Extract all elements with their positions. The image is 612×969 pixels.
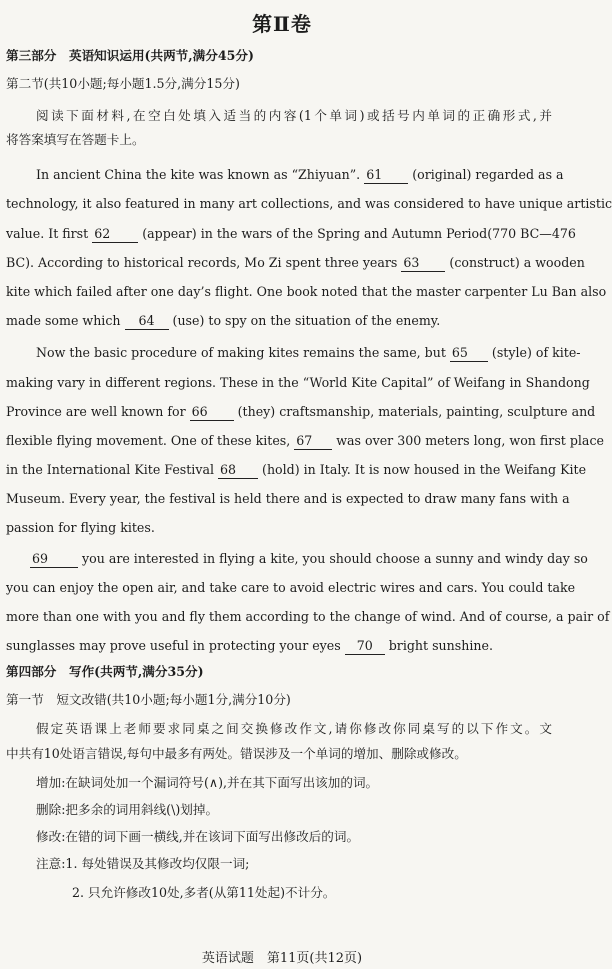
passage-line: made some which 64 (use) to spy on the situation of the enemy. [6, 313, 441, 328]
rule-modify: 修改:在错的词下画一横线,并在该词下面写出修改后的词。 [36, 829, 360, 844]
blank-69[interactable]: 69 [30, 551, 78, 568]
passage-line: Now the basic procedure of making kites remains the same, but 65 (style) of kite- [36, 345, 581, 360]
intro-line-2: 中共有10处语言错误,每句中最多有两处。错误涉及一个单词的增加、删除或修改。 [6, 746, 467, 761]
passage-line: Museum. Every year, the festival is held there and is expected to draw many fans with a [6, 491, 570, 506]
passage-line: in the International Kite Festival 68 (hold) in Italy. It is now housed in the Weifang Kite [6, 462, 587, 477]
passage-line: In ancient China the kite was known as “Zhiyuan”. 61 (original) regarded as a [36, 167, 564, 182]
part4-heading: 第四部分 写作(共两节,满分35分) [6, 664, 204, 679]
passage-line: flexible flying movement. One of these kites, 67 was over 300 meters long, won first place [6, 433, 604, 448]
note-2: 2. 只允许修改10处,多者(从第11处起)不计分。 [72, 885, 336, 900]
section1-heading: 第一节 短文改错(共10小题;每小题1分,满分10分) [6, 692, 291, 707]
blank-64[interactable]: 64 [125, 313, 169, 330]
passage-line: you can enjoy the open air, and take care to avoid electric wires and cars. You could take [6, 580, 576, 595]
intro-line-1: 假定英语课上老师要求同桌之间交换修改作文,请你修改你同桌写的以下作文。文 [36, 721, 552, 736]
rule-delete: 删除:把多余的词用斜线(\)划掉。 [36, 802, 219, 817]
page-title: 第Ⅱ卷 [252, 12, 312, 36]
passage-line: 69 you are interested in flying a kite, you should choose a sunny and windy day so [32, 551, 588, 566]
passage-line: sunglasses may prove useful in protecting your eyes 70 bright sunshine. [6, 638, 493, 653]
passage-line: passion for flying kites. [6, 520, 155, 535]
blank-68[interactable]: 68 [218, 462, 258, 479]
blank-65[interactable]: 65 [450, 345, 488, 362]
blank-63[interactable]: 63 [401, 255, 445, 272]
blank-67[interactable]: 67 [294, 433, 332, 450]
passage-line: value. It first 62 (appear) in the wars of the Spring and Autumn Period(770 BC—476 [6, 226, 576, 241]
rule-add: 增加:在缺词处加一个漏词符号(∧),并在其下面写出该加的词。 [36, 775, 379, 790]
passage-line: more than one with you and fly them according to the change of wind. And of course, a pair of [6, 609, 610, 624]
instruction-line-2: 将答案填写在答题卡上。 [6, 132, 145, 147]
passage-line: BC). According to historical records, Mo Zi spent three years 63 (construct) a wooden [6, 255, 585, 270]
blank-70[interactable]: 70 [345, 638, 385, 655]
passage-line: technology, it also featured in many art collections, and was considered to have unique artistic [6, 196, 612, 211]
instruction-line-1: 阅读下面材料,在空白处填入适当的内容(1个单词)或括号内单词的正确形式,并 [36, 108, 552, 123]
blank-61[interactable]: 61 [364, 167, 408, 184]
passage-line: kite which failed after one day’s flight. One book noted that the master carpenter Lu Ban also [6, 284, 607, 299]
section2-heading: 第二节(共10小题;每小题1.5分,满分15分) [6, 76, 240, 91]
part3-heading: 第三部分 英语知识运用(共两节,满分45分) [6, 48, 254, 63]
page-footer: 英语试题 第11页(共12页) [201, 951, 363, 966]
blank-66[interactable]: 66 [190, 404, 234, 421]
passage-line: making vary in different regions. These in the “World Kite Capital” of Weifang in Shandong [6, 375, 590, 390]
note-1: 注意:1. 每处错误及其修改均仅限一词; [36, 856, 250, 871]
blank-62[interactable]: 62 [92, 226, 138, 243]
passage-line: Province are well known for 66 (they) craftsmanship, materials, painting, sculpture and [6, 404, 596, 419]
